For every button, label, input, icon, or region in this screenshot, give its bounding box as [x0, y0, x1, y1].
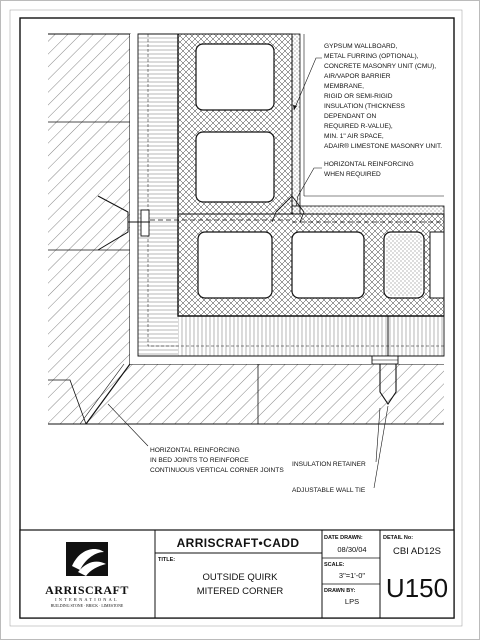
drawn-by-value: LPS	[344, 597, 360, 606]
logo-sub: INTERNATIONAL	[55, 597, 119, 602]
cadd-system-name: ARRISCRAFT•CADD	[176, 536, 300, 550]
note-line: MEMBRANE,	[324, 83, 364, 90]
note-line: HORIZONTAL REINFORCING	[324, 161, 414, 168]
note-line: CONCRETE MASONRY UNIT (CMU),	[324, 63, 437, 70]
note-line: HORIZONTAL REINFORCING	[150, 447, 240, 454]
date-value: 08/30/04	[337, 545, 367, 554]
note-line: GYPSUM WALLBOARD,	[324, 43, 398, 50]
title-block	[20, 530, 454, 618]
scale-value: 3"=1'-0"	[338, 571, 366, 580]
note-line: IN BED JOINTS TO REINFORCE	[150, 457, 249, 464]
callout-wall-tie: ADJUSTABLE WALL TIE	[292, 487, 366, 494]
scale-label: SCALE:	[324, 562, 345, 568]
logo-tagline: BUILDING STONE · BRICK · LIMESTONE	[50, 604, 124, 608]
note-line: WHEN REQUIRED	[324, 171, 381, 178]
note-line: METAL FURRING (OPTIONAL),	[324, 53, 419, 60]
title-label: TITLE:	[158, 557, 176, 563]
drawn-by-label: DRAWN BY:	[324, 588, 356, 594]
detail-label: DETAIL No:	[383, 535, 414, 541]
cmu-cell	[196, 44, 274, 110]
callout-insulation-retainer: INSULATION RETAINER	[292, 461, 366, 468]
note-line: DEPENDANT ON	[324, 113, 377, 120]
cmu-cell	[292, 232, 364, 298]
note-line: REQUIRED R-VALUE),	[324, 123, 393, 130]
date-label: DATE DRAWN:	[324, 535, 363, 541]
cmu-cell	[196, 132, 274, 202]
sheet-number: U150	[385, 573, 449, 603]
note-line: RIGID OR SEMI-RIGID	[324, 93, 393, 100]
detail-number: CBI AD12S	[392, 546, 442, 557]
note-line: AIR/VAPOR BARRIER	[324, 73, 391, 80]
drawing-title-line1: OUTSIDE QUIRK	[202, 572, 278, 583]
note-line: CONTINUOUS VERTICAL CORNER JOINTS	[150, 467, 284, 474]
gypsum-wallboard-vertical	[292, 34, 300, 214]
cmu-cell	[198, 232, 272, 298]
logo-wordmark: ARRISCRAFT	[45, 583, 129, 597]
note-line: ADAIR® LIMESTONE MASONRY UNIT.	[324, 143, 443, 150]
drawing-title-line2: MITERED CORNER	[196, 586, 284, 597]
note-line: MIN. 1" AIR SPACE,	[324, 133, 384, 140]
gypsum-wallboard-horizontal	[292, 206, 444, 214]
note-line: INSULATION (THICKNESS	[324, 103, 405, 110]
